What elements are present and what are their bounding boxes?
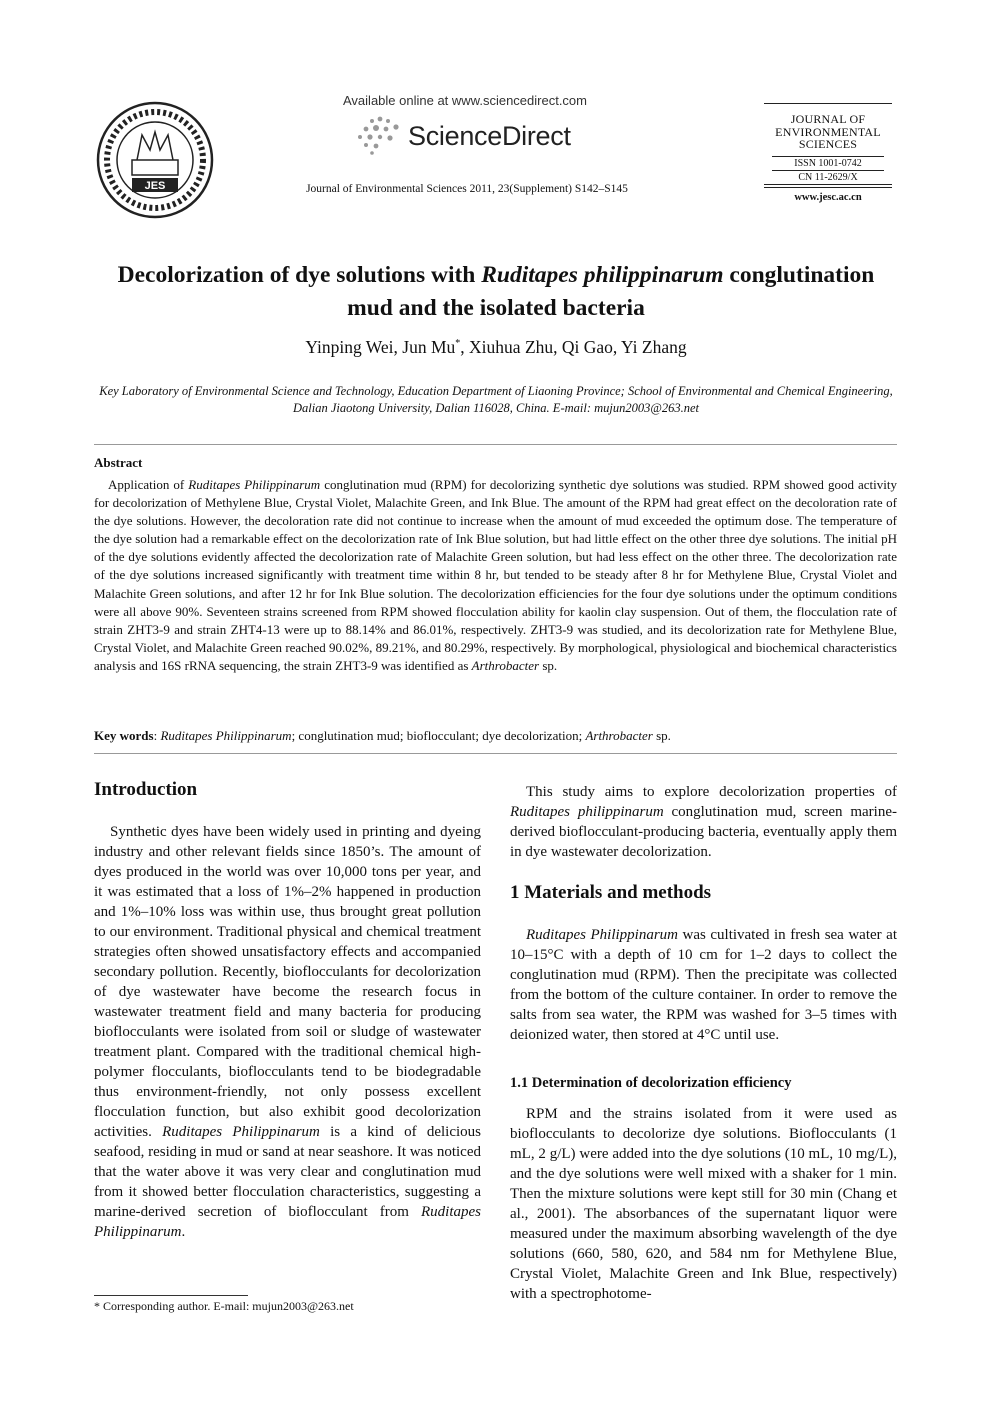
- keywords: Key words: Ruditapes Philippinarum; conglutination mud; bioflocculant; dye decolorization; Arthrobacter sp.: [94, 728, 671, 743]
- journal-title-line2: ENVIRONMENTAL: [775, 124, 881, 139]
- available-online-line: Available online at www.sciencedirect.com: [343, 93, 587, 108]
- sciencedirect-dots-icon: [352, 113, 412, 155]
- abstract-heading: Abstract: [94, 455, 143, 470]
- corresponding-mark: *: [455, 338, 461, 350]
- sciencedirect-wordmark: ScienceDirect: [408, 121, 571, 151]
- divider: [94, 753, 897, 754]
- subsection-paragraph: RPM and the strains isolated from it were used as bioflocculants to decolorize dye solutions. Bioflocculants (1 mL, 2 g/L) were added into the dye solutions (10 mL, 10 mg/L), and the dye solutions were well mixed with a shaker for 1 min. Then the mixture solutions were kept still for 30 min (Chang et al., 2001). The absorbances of the supernatant liquor were measured under the maximum absorbing wavelength of the dye solutions (660, 580, 620, and 584 nm for Methylene Blue, Crystal Violet, Malachite Green and Ink Blue, respectively) with a spectrophotome-: [510, 1106, 897, 1302]
- affiliation: Key Laboratory of Environmental Science and Technology, Education Department of Liaoning Province; School of Environmental and Chemical Engineering, Dalian Jiaotong University, Dalian 116028, China. E-mail: mujun2003@263.net: [99, 384, 893, 415]
- cn-number: CN 11-2629/X: [798, 171, 858, 183]
- introduction-body: Synthetic dyes have been widely used in printing and dyeing industry and other relevant fields since 1850’s. The amount of dyes produced in the world was over 10,000 tons per year, and it was estimated that a loss of 1%–2% happened in production and 1%–10% loss was within use, thus brought great pollution to our environment. Traditional physical and chemical treatment strategies often showed unsatisfactory effects and accompanied secondary pollution. Recently, bioflocculants for decolorization of dye wastewater have become the research focus in wastewater treatment field and many bacteria for producing bioflocculants were isolated from soil or sludge of wastewater treatment plant. Compared with the traditional chemical high-polymer flocculants, bioflocculants tend to be biodegradable thus environment-friendly, not only possess excellent flocculation function, but also exhibit good decolorization activities. Ruditapes Philippinarum is a kind of delicious seafood, residing in mud or sand at near seashore. It was noticed that the water above it was very clear and conglutination mud from it showed better flocculation characteristics, suggesting a marine-derived secretion of bioflocculant from Ruditapes Philippinarum.: [94, 824, 482, 1240]
- author-list: Yinping Wei, Jun Mu*, Xiuhua Zhu, Qi Gao, Yi Zhang: [305, 337, 687, 357]
- methods-heading: 1 Materials and methods: [510, 882, 712, 903]
- jes-logo-text: JES: [144, 180, 166, 192]
- subsection-heading: 1.1 Determination of decolorization efficiency: [510, 1075, 792, 1091]
- journal-info-box: [764, 103, 892, 203]
- journal-seal-logo: [92, 100, 218, 220]
- issn: ISSN 1001-0742: [794, 157, 862, 169]
- journal-title-line3: SCIENCES: [798, 137, 858, 151]
- introduction-heading: Introduction: [94, 779, 198, 800]
- divider: [94, 444, 897, 445]
- abstract-text: Application of Ruditapes Philippinarum conglutination mud (RPM) for decolorizing synthetic dye solutions was studied. RPM showed good activity for decolorization of Methylene Blue, Crystal Violet, Malachite Green, and Ink Blue. The amount of the RPM had great effect on the decoloration rate of the dye solutions. However, the decoloration rate did not continue to increase when the amount of mud exceeded the optimum dose. The temperature of the dye solution had a remarkable effect on the decolorization rate of Ink Blue solution, but had little effect on the other three dye solutions. The initial pH of the dye solutions evidently affected the decolorization rate of Malachite Green solution, but had less effect on the other three. The decolorization rate of the dye solutions increased significantly with treatment time within 8 hr, but tended to be steady after 8 hr for Methylene Blue, Crystal Violet and Malachite Green solutions, and after 12 hr for Ink Blue solution. The decolorization efficiencies for the four dye solutions under the optimum conditions were all above 90%. Seventeen strains screened from RPM showed flocculation ability for kaolin clay suspension. Out of them, the flocculation rate of strain ZHT3-9 and strain ZHT4-13 were up to 88.14% and 86.01%, respectively. ZHT3-9 was studied, and its decolorization rate for Methylene Blue, Crystal Violet, and Malachite Green reached 90.02%, 89.21%, and 80.29%, respectively. By morphological, physiological and biochemical characteristics analysis and 16S rRNA sequencing, the strain ZHT3-9 was identified as Arthrobacter sp.: [94, 477, 897, 673]
- journal-title-line1: JOURNAL OF: [790, 112, 866, 126]
- footnote: * Corresponding author. E-mail: mujun2003@263.net: [94, 1299, 354, 1313]
- journal-website: www.jesc.ac.cn: [794, 191, 862, 203]
- journal-citation: Journal of Environmental Sciences 2011, 23(Supplement) S142–S145: [306, 183, 628, 195]
- article-title: Decolorization of dye solutions with Ruditapes philippinarum conglutination mud and the isolated bacteria: [117, 262, 875, 321]
- study-aims-paragraph: This study aims to explore decolorization properties of Ruditapes philippinarum conglutination mud, screen marine-derived bioflocculant-producing bacteria, eventually apply them in dye wastewater decolorization.: [510, 784, 897, 860]
- methods-paragraph: Ruditapes Philippinarum was cultivated in fresh sea water at 10–15°C with a depth of 10 cm for 1–2 days to collect the conglutination mud (RPM). Then the precipitate was collected from the bottom of the culture container. In order to remove the salts from sea water, the RPM was washed for 3–5 times with deionized water, then stored at 4°C until use.: [510, 927, 897, 1043]
- footnote-rule: [94, 1295, 248, 1296]
- title-species: Ruditapes philippinarum: [481, 262, 724, 288]
